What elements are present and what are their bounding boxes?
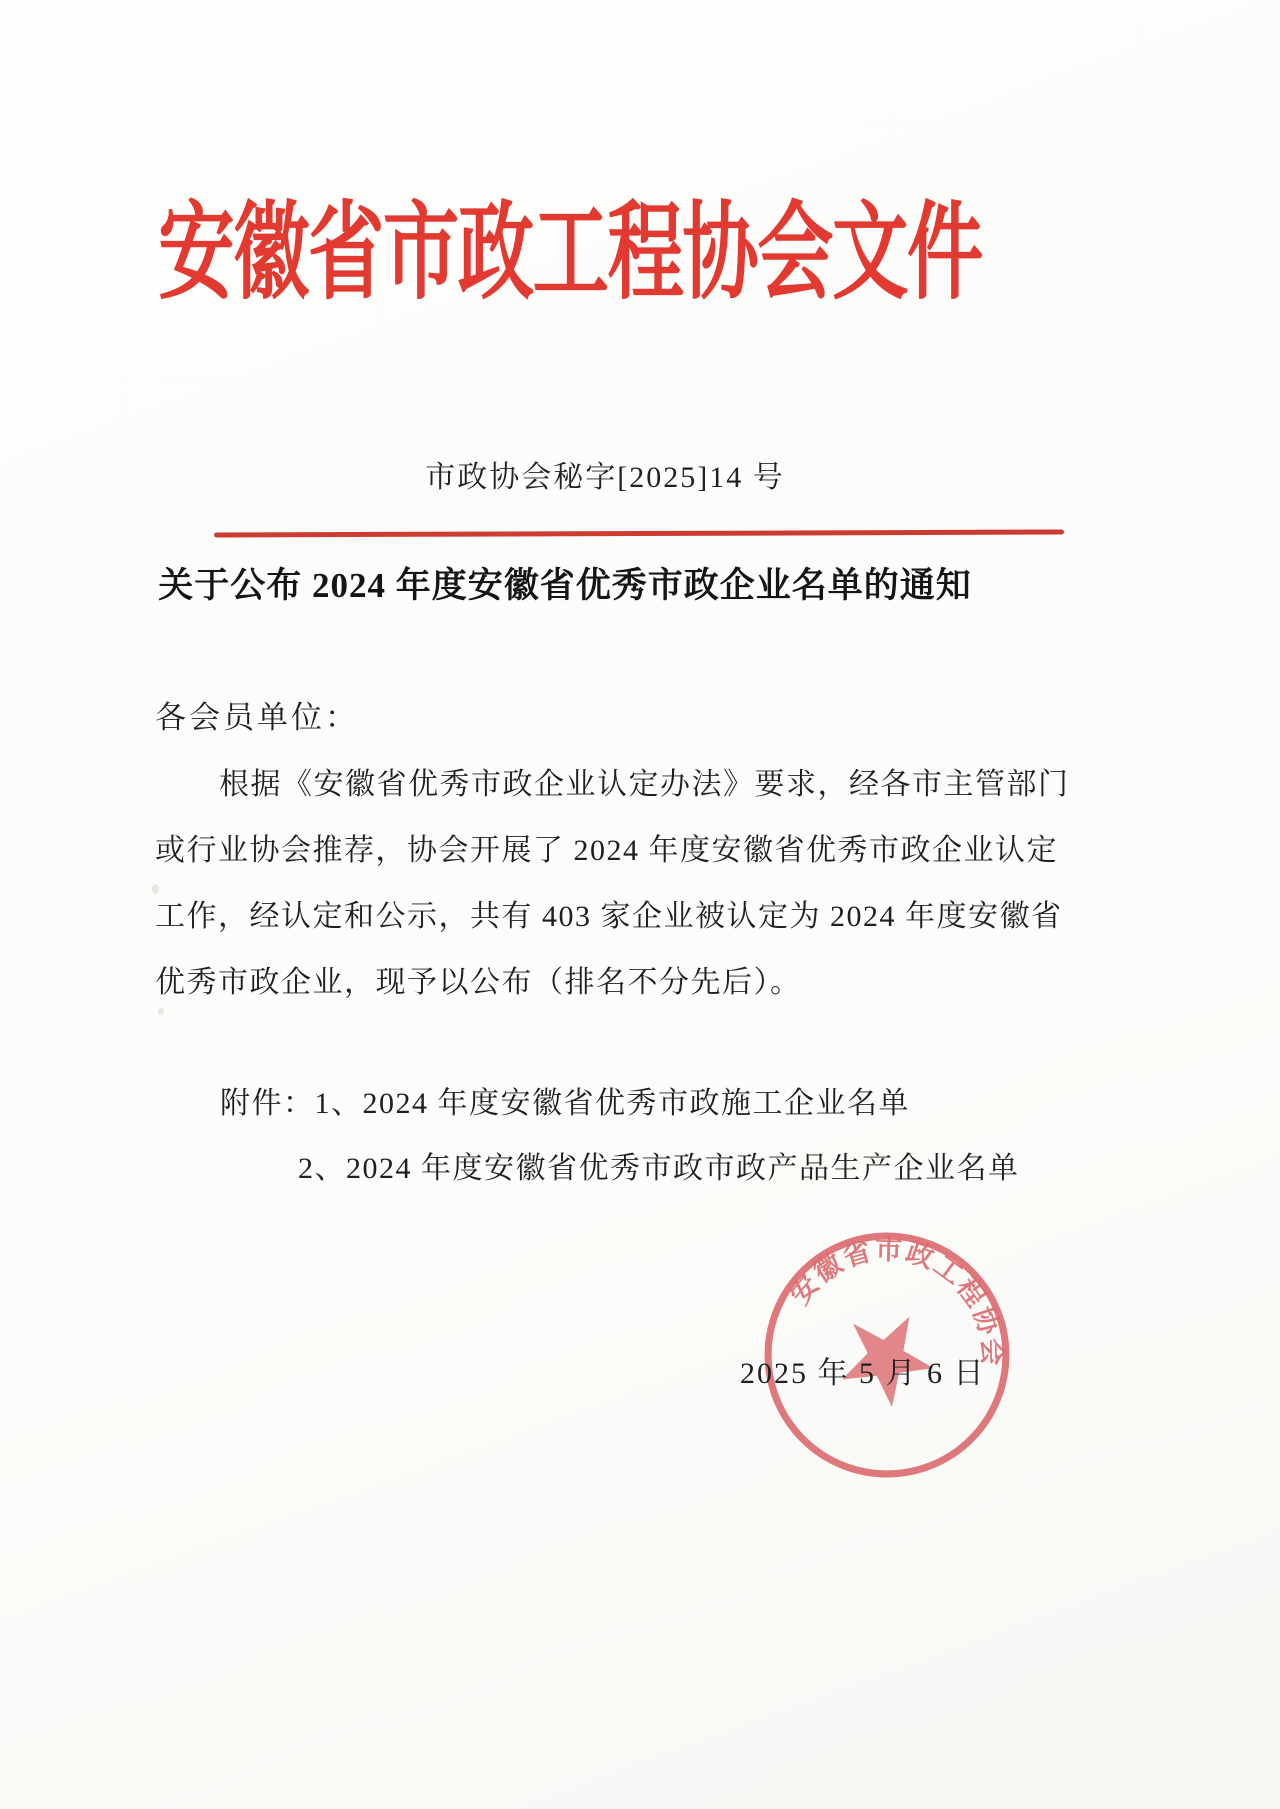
body-line: 或行业协会推荐，协会开展了 2024 年度安徽省优秀市政企业认定 bbox=[155, 834, 1058, 867]
attachment-item-1: 1、2024 年度安徽省优秀市政施工企业名单 bbox=[314, 1087, 910, 1120]
org-header-title: 安徽省市政工程协会文件 bbox=[158, 195, 982, 312]
doc-number: 市政协会秘字[2025]14 号 bbox=[425, 461, 785, 494]
body-line: 工作，经认定和公示，共有 403 家企业被认定为 2024 年度安徽省 bbox=[155, 900, 1063, 933]
seal-arc-text: 安徽省市政工程协会 bbox=[784, 1234, 1008, 1368]
body-line: 优秀市政企业，现予以公布（排名不分先后）。 bbox=[155, 966, 802, 999]
salutation: 各会员单位： bbox=[155, 700, 359, 735]
body-paragraph bbox=[155, 752, 1070, 1016]
attachment-line-2 bbox=[298, 1143, 1020, 1187]
scan-smudge bbox=[152, 884, 159, 894]
body-line: 根据《安徽省优秀市政企业认定办法》要求，经各市主管部门 bbox=[219, 768, 1070, 801]
seal-inner-group bbox=[764, 1226, 1016, 1432]
attachment-label: 附件： bbox=[220, 1087, 315, 1120]
red-divider-rule bbox=[214, 530, 1064, 538]
notice-title: 关于公布 2024 年度安徽省优秀市政企业名单的通知 bbox=[158, 566, 972, 605]
attachment-line-1 bbox=[220, 1078, 910, 1122]
scan-smudge bbox=[158, 1008, 164, 1015]
issue-date: 2025 年 5 月 6 日 bbox=[740, 1357, 986, 1390]
attachment-item-2: 2、2024 年度安徽省优秀市政市政产品生产企业名单 bbox=[298, 1152, 1020, 1185]
